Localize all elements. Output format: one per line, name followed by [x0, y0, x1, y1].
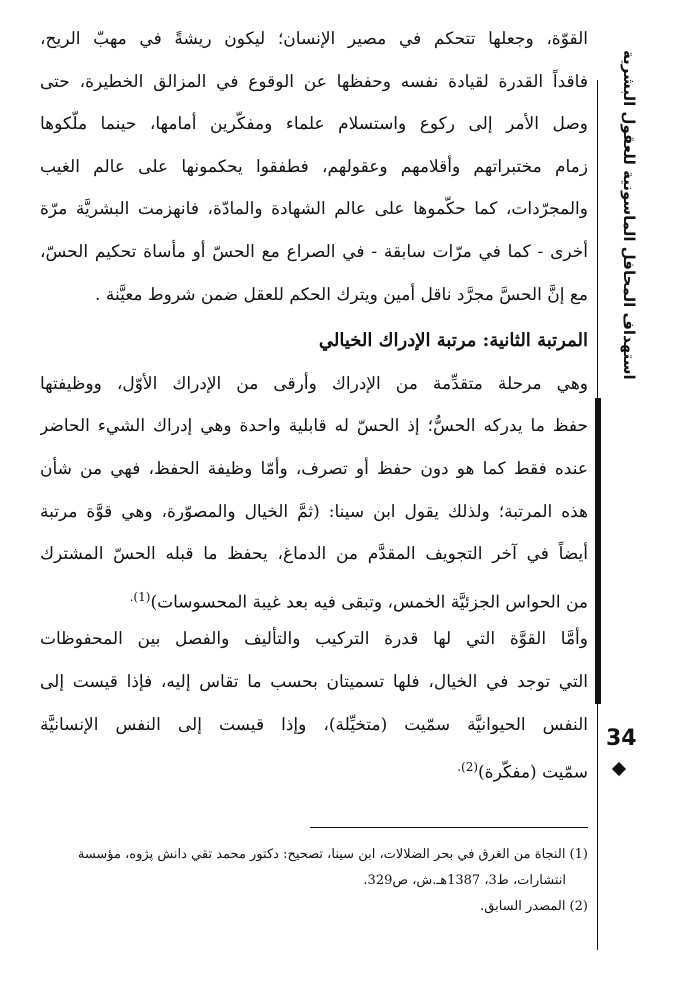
text-line: القوّة، وجعلها تتحكم في مصير الإنسان؛ ليكون ريشةً في مهبّ الريح، [40, 29, 588, 49]
footnotes [40, 842, 588, 920]
body-text [40, 18, 588, 789]
footnote-ref: (1). [129, 589, 151, 604]
footnote-2: (2) المصدر السابق. [480, 899, 588, 914]
text-line: عنده فقط كما هو دون حفظ أو تصرف، وأمّا وظيفة الحفظ، فهي من شأن [40, 458, 588, 479]
text-line: أخرى - كما في مرّات سابقة - في الصراع مع الحسّ أو مأساة تحكيم الحسّ، [40, 241, 588, 262]
text-line: زمام مختبراتهم وأقلامهم وعقولهم، فطفقوا يحكمونها على عالم الغيب [40, 156, 588, 177]
text-line: التي توجد في الخيال، فلها تسميتان بحسب ما تقاس إليه، فإذا قيست إلى [40, 671, 588, 692]
text-line-content: من الحواس الجزئيَّة الخمس، وتبقى فيه بعد غيبة المحسوسات) [150, 592, 588, 613]
text-line: وأمَّا القوَّة التي لها قدرة التركيب والتأليف والفصل بين المحفوظات [40, 629, 588, 650]
footnote-1-continuation: انتشارات، ط3، 1387هـ.ش، ص329. [363, 873, 566, 888]
margin-bar [595, 398, 601, 704]
section-heading: المرتبة الثانية: مرتبة الإدراك الخيالي [318, 330, 588, 352]
text-line [40, 576, 588, 619]
text-line: حفظ ما يدركه الحسُّ؛ إذ الحسّ له قابلية واحدة وهي إدراك الشيء الحاضر [40, 416, 588, 437]
text-line: هذه المرتبة؛ ولذلك يقول ابن سينا: (ثمَّ الخيال والمصوّرة، وهي قوَّة مرتبة [40, 501, 588, 522]
text-line [40, 746, 588, 789]
text-line: فاقداً القدرة لقيادة نفسه وحفظها عن الوقوع في المزالق الخطيرة، حتى [40, 71, 588, 92]
diamond-icon [612, 762, 626, 776]
text-line: النفس الحيوانيَّة سمّيت (متخيِّلة)، وإذا قيست إلى النفس الإنسانيَّة [40, 714, 588, 735]
text-line: مع إنَّ الحسَّ مجرَّد ناقل أمين ويترك الحكم للعقل ضمن شروط معيَّنة . [95, 284, 588, 305]
footnote-1: (1) النجاة من الغرق في بحر الضلالات، ابن سينا، تصحيح: دكتور محمد تقي دانش پژوه، مؤسسة [77, 847, 588, 862]
text-line: وصل الأمر إلى ركوع واستسلام علماء ومفكّرين أمامها، حينما ملّكوها [40, 114, 588, 135]
text-line: والمجرّدات، كما حكّموها على عالم الشهادة والمادّة، فانهزمت البشريَّة مرّة [40, 199, 588, 220]
page-number: 34 [606, 726, 637, 751]
text-line-content: سمّيت (مفكّرة) [478, 762, 588, 783]
running-head: استهداف المحافل الماسونية للعقول البشرية [620, 50, 638, 380]
footnote-separator [310, 827, 588, 828]
text-line: أيضاً في آخر التجويف المقدَّم من الدماغ، يحفظ ما قبله الحسّ المشترك [40, 544, 588, 565]
text-line: وهي مرحلة متقدِّمة من الإدراك وأرقى من الإدراك الأوّل، ووظيفتها [40, 373, 588, 394]
footnote-ref: (2). [457, 760, 479, 775]
